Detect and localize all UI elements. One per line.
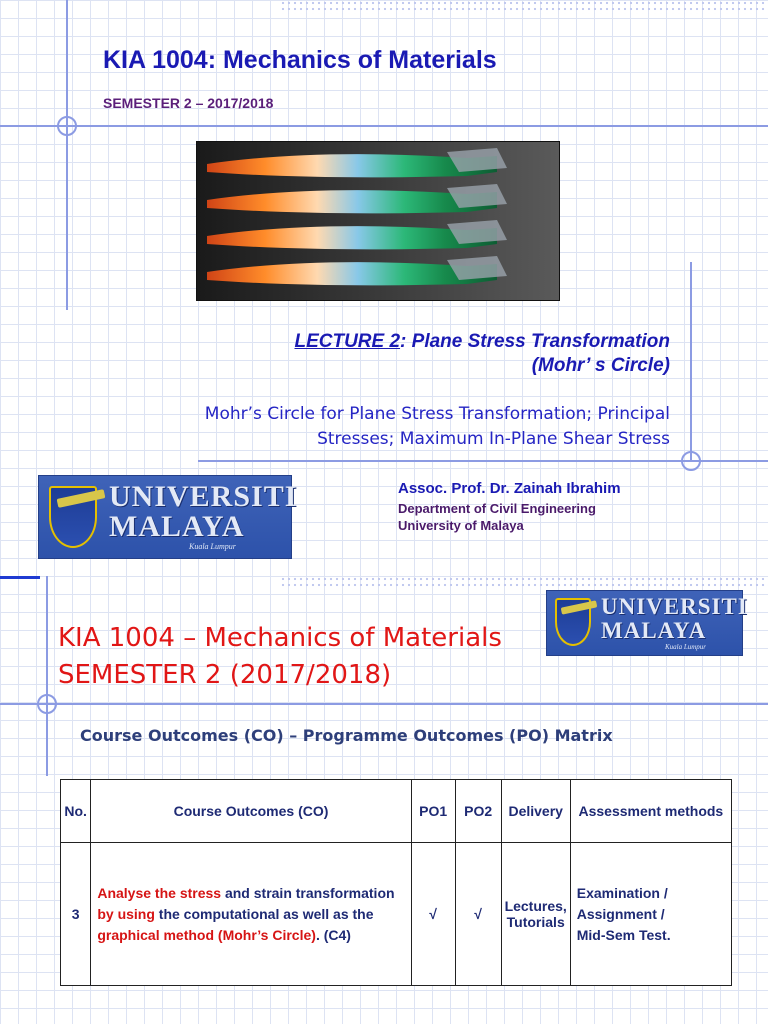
logo-word-1: UNIVERSITI: [109, 480, 298, 513]
crosshair-icon: [681, 451, 701, 471]
description-line-2: Stresses; Maximum In-Plane Shear Stress: [317, 429, 670, 449]
header-delivery: Delivery: [501, 780, 570, 843]
header-po2: PO2: [455, 780, 501, 843]
crosshair-icon: [57, 116, 77, 136]
accent-bar: [0, 576, 40, 579]
co-text-part: Analyse the stress: [97, 884, 222, 901]
lecture-label: LECTURE 2: [294, 331, 401, 352]
co-text-part: the computational as well as the: [154, 905, 374, 922]
logo-word-1: UNIVERSITI: [601, 594, 748, 619]
semester-label: SEMESTER 2 (2017/2018): [58, 660, 392, 690]
assessment-line: Assignment /: [576, 905, 665, 922]
university-logo: [38, 475, 298, 559]
table-row: [61, 843, 732, 986]
cell-delivery: [501, 843, 570, 986]
co-text-part: and strain transformation: [221, 884, 395, 901]
course-heading: [58, 620, 502, 694]
co-text-part: . (C4): [315, 926, 351, 943]
author-block: [398, 480, 621, 534]
table-header-row: [61, 780, 732, 843]
decor-vline: [690, 262, 692, 462]
lecture-heading: [294, 330, 670, 378]
decor-vline: [66, 0, 68, 310]
co-text-part: by using: [97, 905, 155, 922]
lecture-description: [110, 402, 670, 452]
description-line-1: Mohr’s Circle for Plane Stress Transformation; Principal: [204, 404, 670, 424]
lecture-title: : Plane Stress Transformation: [400, 331, 670, 352]
author-university: University of Malaya: [398, 518, 524, 533]
cell-po2: √: [455, 843, 501, 986]
cell-no: 3: [61, 843, 91, 986]
header-course-outcomes: Course Outcomes (CO): [91, 780, 411, 843]
author-department: Department of Civil Engineering: [398, 501, 596, 516]
lecture-subtitle: (Mohr’ s Circle): [531, 355, 670, 376]
author-name: Assoc. Prof. Dr. Zainah Ibrahim: [398, 480, 621, 497]
decor-hline: [0, 703, 768, 705]
header-assessment: Assessment methods: [570, 780, 731, 843]
semester-label: SEMESTER 2 – 2017/2018: [103, 95, 274, 111]
logo-location: Kuala Lumpur: [189, 542, 236, 551]
cell-assessment: [570, 843, 731, 986]
decor-hline: [0, 125, 768, 127]
delivery-line: Lectures,: [504, 898, 567, 914]
decor-vline: [46, 576, 48, 776]
logo-location: Kuala Lumpur: [665, 643, 707, 651]
course-title: KIA 1004: Mechanics of Materials: [103, 46, 497, 74]
logo-word-2: MALAYA: [601, 618, 707, 643]
assessment-line: Mid-Sem Test.: [576, 926, 671, 943]
co-text-part: graphical method (Mohr’s Circle): [97, 926, 316, 943]
matrix-title: Course Outcomes (CO) – Programme Outcomes (PO) Matrix: [80, 726, 613, 745]
crosshair-icon: [37, 694, 57, 714]
dotted-band: [280, 0, 768, 14]
dotted-band: [280, 576, 768, 588]
course-title: KIA 1004 – Mechanics of Materials: [58, 623, 502, 653]
assessment-line: Examination /: [576, 884, 668, 901]
university-logo: [546, 590, 748, 656]
co-po-matrix-table: [60, 779, 732, 986]
header-no: No.: [61, 780, 91, 843]
cell-course-outcome: [91, 843, 411, 986]
matrix-slide: [0, 576, 768, 1024]
stress-contour-image: [196, 141, 560, 301]
logo-word-2: MALAYA: [109, 510, 245, 543]
delivery-line: Tutorials: [506, 914, 565, 930]
cell-po1: √: [411, 843, 455, 986]
header-po1: PO1: [411, 780, 455, 843]
